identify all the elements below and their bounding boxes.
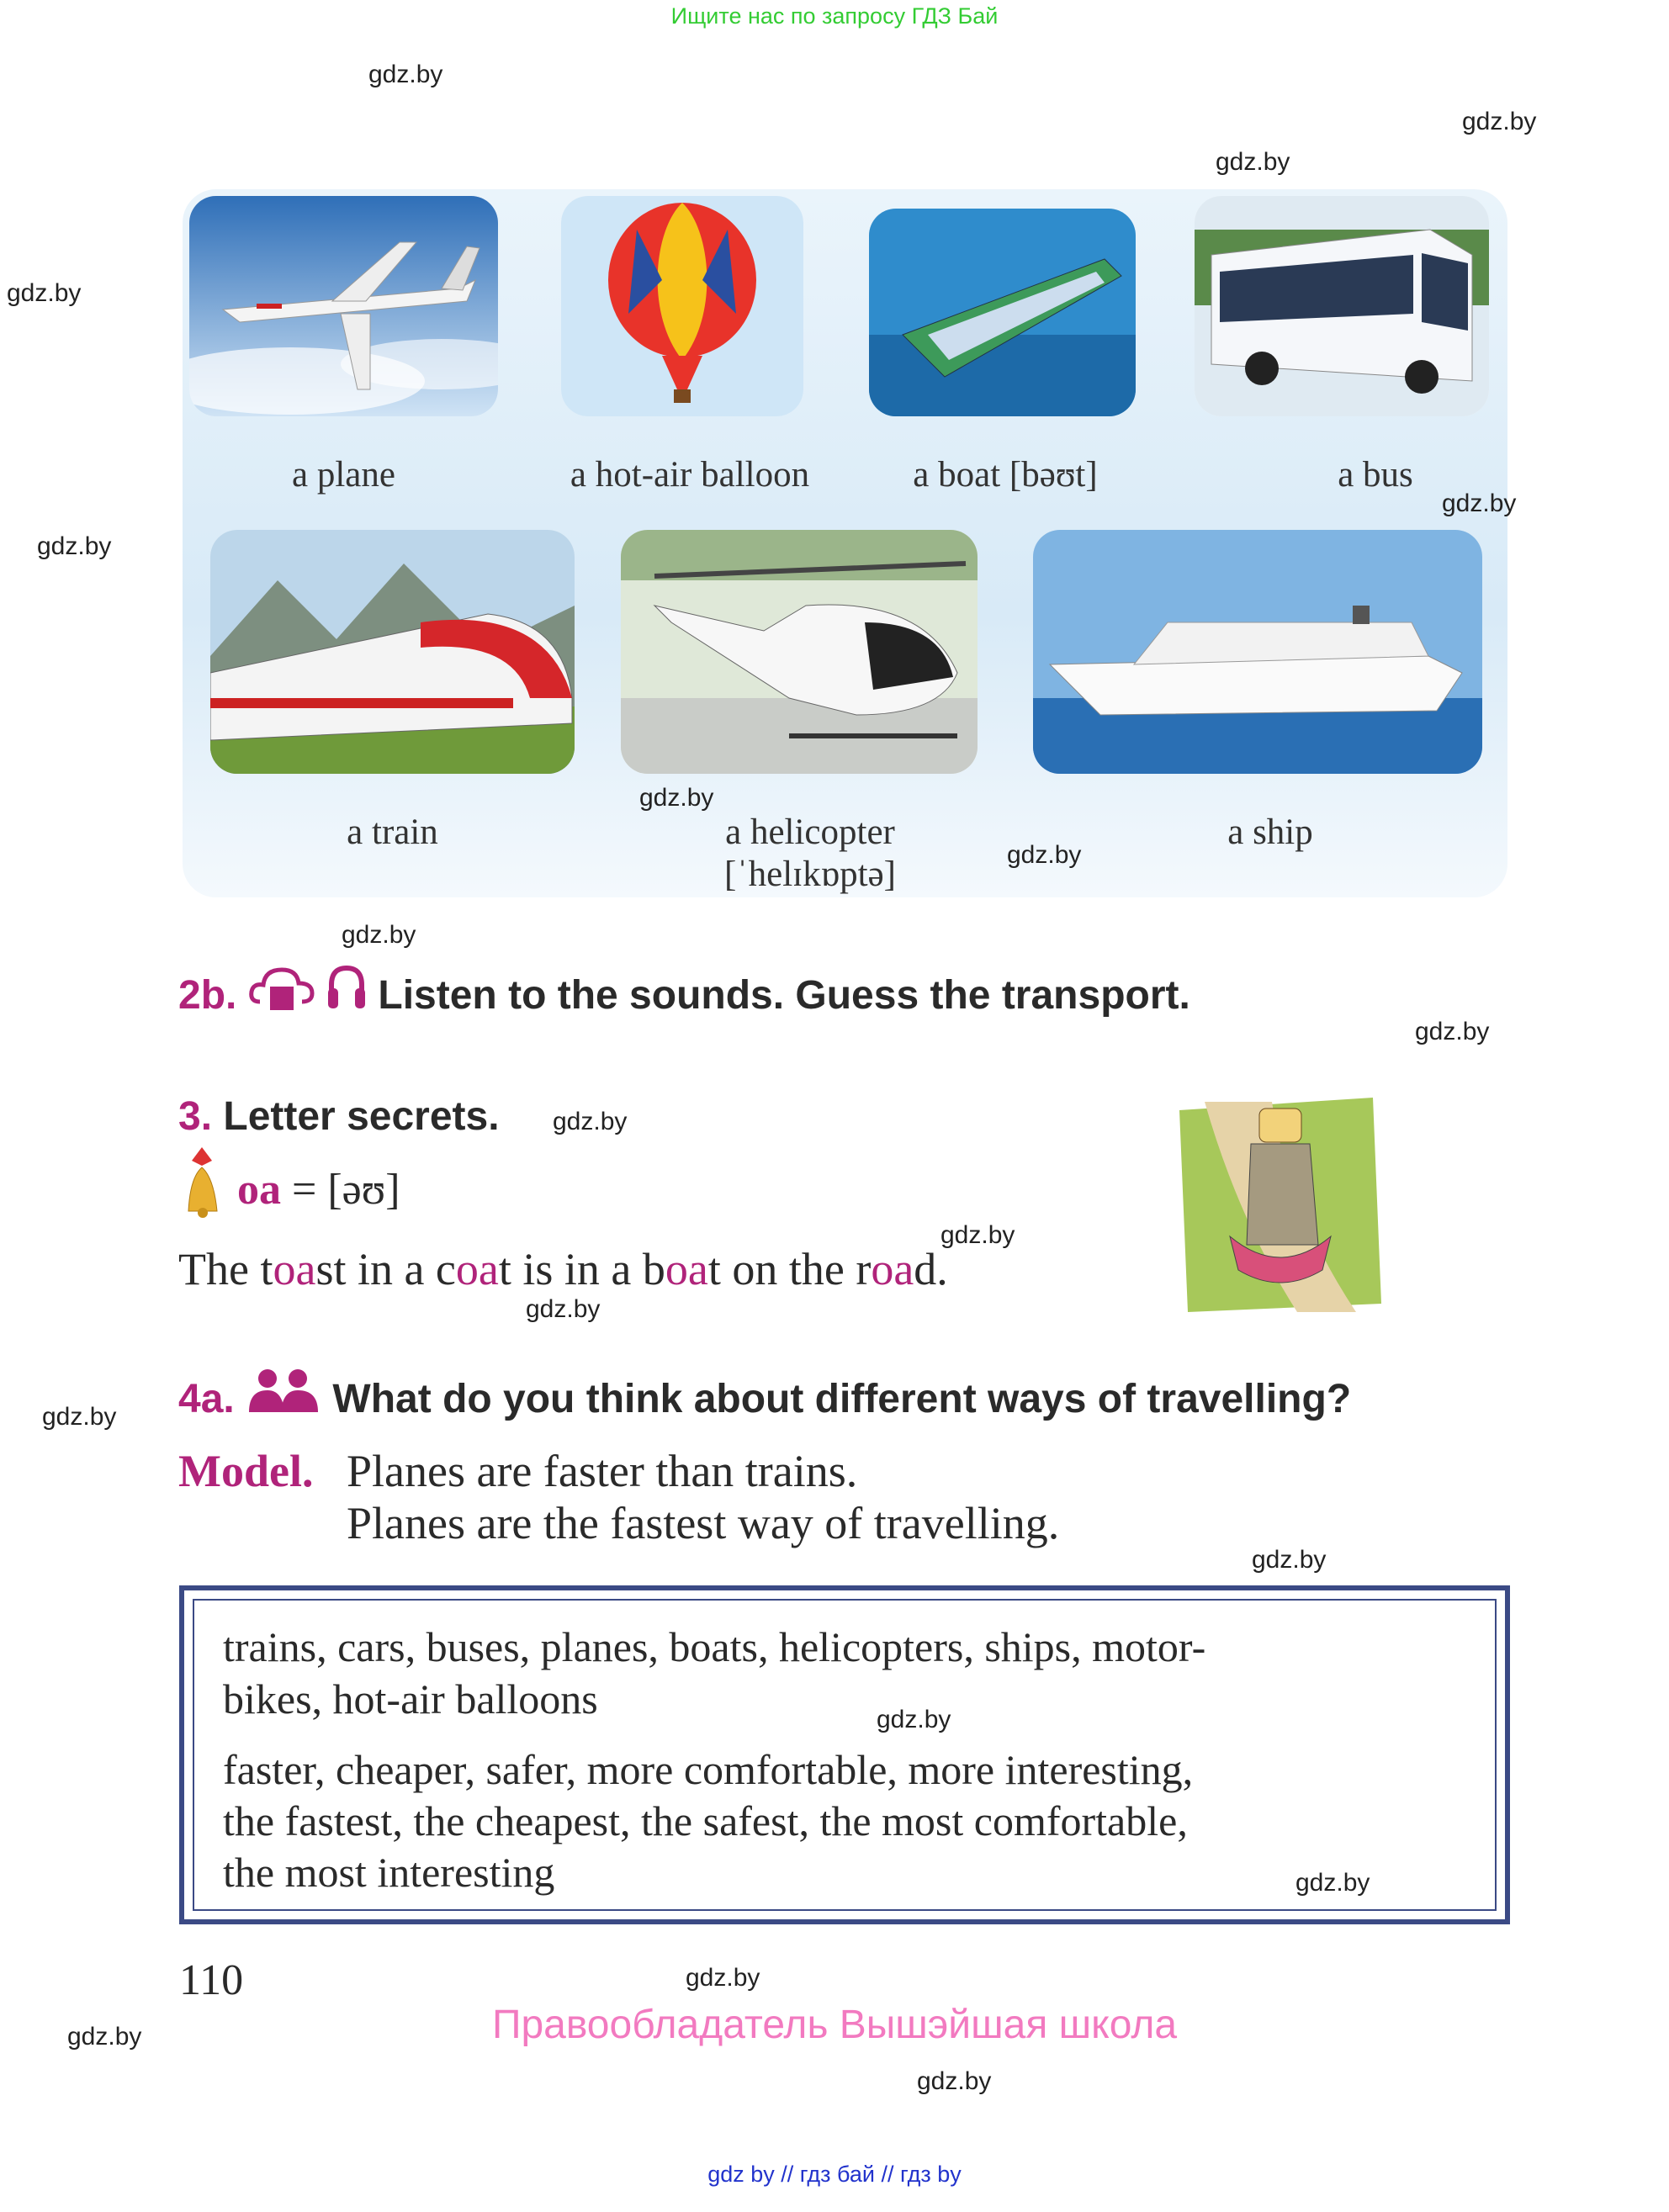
copyright-footer: Правообладатель Вышэйшая школа bbox=[491, 2003, 1178, 2047]
watermark: gdz.by bbox=[67, 2023, 142, 2051]
exercise-3-heading bbox=[178, 1093, 500, 1140]
balloon-image bbox=[561, 196, 803, 416]
model-label bbox=[178, 1445, 313, 1497]
watermark: gdz.by bbox=[553, 1108, 628, 1135]
watermark: gdz.by bbox=[1216, 148, 1290, 176]
highlighted-letters: oa bbox=[455, 1244, 499, 1294]
watermark: gdz.by bbox=[1415, 1018, 1490, 1045]
label-ship: a ship bbox=[1227, 812, 1313, 852]
label-balloon: a hot-air balloon bbox=[570, 455, 810, 495]
label-bus: a bus bbox=[1338, 455, 1413, 495]
rule-sound: = [əʊ] bbox=[281, 1166, 400, 1214]
pair-work-icon bbox=[246, 1367, 321, 1414]
toast-in-boat-illustration bbox=[1171, 1093, 1388, 1315]
watermark: gdz.by bbox=[7, 279, 82, 307]
sentence-text: The t bbox=[178, 1244, 273, 1294]
cloud-folder-icon bbox=[248, 965, 315, 1012]
word-box-line: the most interesting bbox=[223, 1849, 555, 1896]
helicopter-image bbox=[621, 530, 978, 774]
watermark: gdz.by bbox=[37, 532, 112, 560]
letter-rule bbox=[237, 1165, 400, 1214]
watermark: gdz.by bbox=[940, 1221, 1015, 1249]
bell-icon bbox=[177, 1144, 229, 1220]
word-box-line: bikes, hot-air balloons bbox=[223, 1675, 598, 1723]
sentence-text: st in a c bbox=[315, 1244, 456, 1294]
highlighted-letters: oa bbox=[665, 1244, 708, 1294]
label-helicopter: a helicopter bbox=[725, 812, 895, 852]
sentence-text: t on the r bbox=[707, 1244, 872, 1294]
label-train: a train bbox=[347, 812, 438, 852]
boat-image bbox=[869, 209, 1136, 416]
model-line-2: Planes are the fastest way of travelling. bbox=[347, 1498, 1060, 1548]
exercise-4a-heading bbox=[178, 1367, 1351, 1422]
exercise-title: Letter secrets. bbox=[223, 1094, 500, 1139]
example-sentence bbox=[178, 1243, 948, 1295]
watermark: gdz.by bbox=[1442, 489, 1517, 517]
exercise-number: 2b. bbox=[178, 973, 237, 1018]
bus-image bbox=[1195, 196, 1489, 416]
watermark: gdz.by bbox=[42, 1403, 117, 1431]
exercise-text: What do you think about different ways of travelling? bbox=[332, 1377, 1352, 1421]
page-number: 110 bbox=[179, 1956, 244, 2004]
exercise-2b-heading bbox=[178, 965, 1190, 1019]
watermark: gdz.by bbox=[368, 61, 443, 88]
label-helicopter-phonetic: [ˈhelɪkɒptə] bbox=[724, 855, 896, 894]
watermark: gdz.by bbox=[1462, 108, 1537, 135]
word-box-line: faster, cheaper, safer, more comfortable, more interesting, bbox=[223, 1746, 1194, 1793]
word-box-line: trains, cars, buses, planes, boats, helicopters, ships, motor- bbox=[223, 1623, 1206, 1670]
watermark: gdz.by bbox=[342, 921, 416, 949]
word-box-line: the fastest, the cheapest, the safest, the most comfortable, bbox=[223, 1797, 1188, 1844]
train-image bbox=[210, 530, 575, 774]
sentence-text: t is in a b bbox=[498, 1244, 665, 1294]
watermark: gdz.by bbox=[1252, 1546, 1327, 1574]
exercise-number: 3. bbox=[178, 1094, 213, 1139]
watermark: gdz.by bbox=[1295, 1869, 1370, 1897]
exercise-text: Listen to the sounds. Guess the transport. bbox=[378, 973, 1190, 1018]
watermark: gdz.by bbox=[917, 2067, 992, 2095]
top-search-link[interactable]: Ищите нас по запросу ГДЗ Бай bbox=[670, 3, 999, 29]
exercise-number: 4a. bbox=[178, 1377, 235, 1421]
watermark: gdz.by bbox=[686, 1964, 760, 1992]
highlighted-letters: oa bbox=[273, 1244, 316, 1294]
model-line-1: Planes are faster than trains. bbox=[347, 1446, 858, 1496]
label-boat: a boat [bəʊt] bbox=[913, 455, 1098, 495]
watermark: gdz.by bbox=[1007, 841, 1082, 869]
watermark: gdz.by bbox=[639, 784, 714, 812]
headphones-icon bbox=[326, 965, 367, 1012]
model-label-text: Model. bbox=[178, 1446, 314, 1496]
watermark: gdz.by bbox=[526, 1295, 601, 1323]
plane-image bbox=[189, 196, 498, 416]
label-plane: a plane bbox=[292, 455, 395, 495]
rule-letters: oa bbox=[237, 1166, 281, 1214]
watermark: gdz.by bbox=[877, 1706, 951, 1733]
bottom-links[interactable]: gdz by // гдз бай // гдз by bbox=[707, 2162, 962, 2187]
highlighted-letters: oa bbox=[871, 1244, 914, 1294]
ship-image bbox=[1033, 530, 1482, 774]
sentence-text: d. bbox=[914, 1244, 948, 1294]
